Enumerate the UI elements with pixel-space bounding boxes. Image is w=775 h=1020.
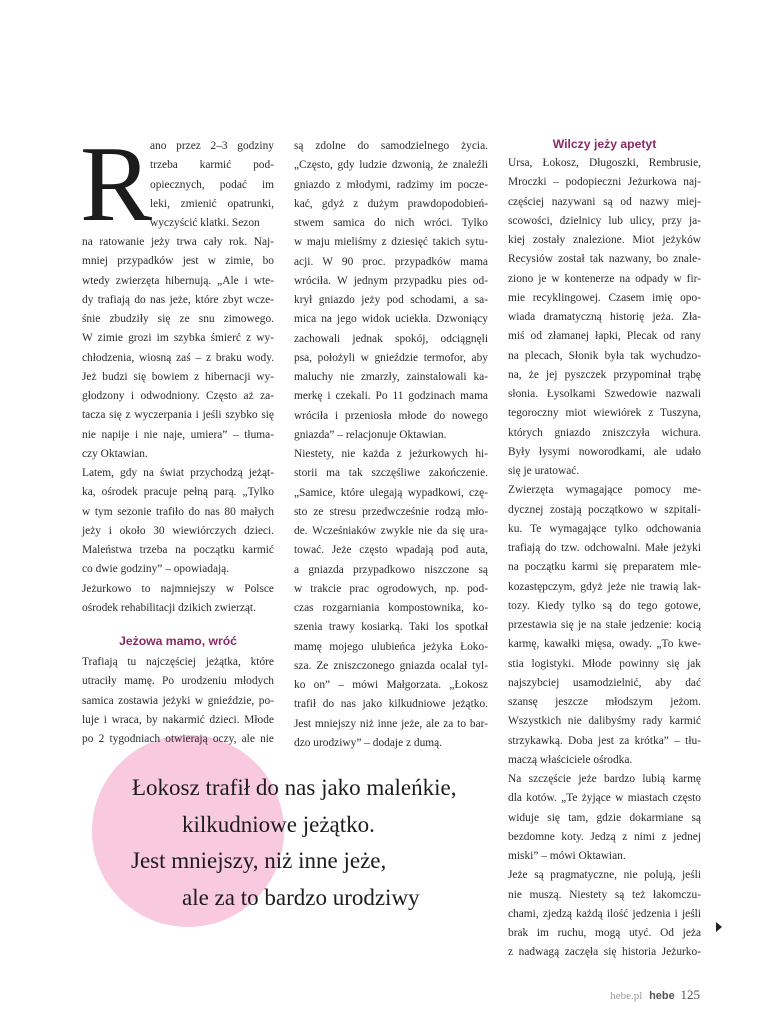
text-line: się je uratować. <box>508 465 580 477</box>
text-line: chłodzenia, wiosną zaś – z braku wody. <box>82 351 274 364</box>
text-line: miś od złamanej łapki, Plecak od rany <box>508 330 701 343</box>
text-line: mamę mojego ulubieńca jeżyka Łoko- <box>294 640 488 653</box>
text-line: a gniazda przypadkowo niszczone są <box>294 563 488 576</box>
dropcap-letter: R <box>80 125 153 244</box>
text-line: wtedy zwierzęta hibernują. „Ale i wte- <box>82 274 274 287</box>
text-line: ka, ośrodek pracuje pełną parą. „Tylko <box>82 486 274 499</box>
text-line: kiej zostały znalezione. Miot jeżyków <box>508 234 701 246</box>
paragraph <box>294 137 488 445</box>
text-line: tegoroczny miot wiewiórek z Tuszyna, <box>508 407 701 420</box>
page-footer <box>610 987 700 1003</box>
text-line: na ratowanie jeży trwa cały rok. Naj- <box>82 236 274 248</box>
footer-brand: hebe <box>649 990 675 1002</box>
text-line: są zdolne do samodzielnego życia. <box>294 140 488 152</box>
text-line: psa, położyli w gnieździe termofor, aby <box>294 351 488 364</box>
paragraph <box>82 233 274 464</box>
text-line: trzeba karmić pod- <box>150 159 274 172</box>
text-line: strzykawką. Doba jest za krótka” – tłu- <box>508 734 701 747</box>
text-line: na, że jej pyszczek przypominał trąbę <box>508 368 701 381</box>
text-line: nie muszą. Niestety są też łakomczu- <box>508 888 701 901</box>
text-line: czy Oktawian. <box>82 447 148 460</box>
text-line: w tym sezonie trafiło do nas 80 małych <box>82 505 274 518</box>
text-line: ku. Te wymagające tylko odchowania <box>508 522 701 535</box>
text-line: luje i wraca, by nakarmić dzieci. Młode <box>82 713 274 726</box>
text-line: karmę, kawałki mięsa, owady. „To kwe- <box>508 638 701 651</box>
text-line: szansę jeszcze młodszym jeżom. <box>508 696 701 708</box>
dropcap-lines <box>150 137 274 233</box>
page-number: 125 <box>680 987 700 1002</box>
paragraph <box>82 580 274 619</box>
text-line: Ursa, Łokosz, Długoszki, Rembrusie, <box>508 157 701 169</box>
text-line: de. Wcześniaków zwykle nie da się ura- <box>294 525 488 537</box>
text-line: Jeż budzi się bowiem z hibernacji wy- <box>82 370 274 383</box>
pull-quote-line: ale za to bardzo urodziwy <box>182 884 420 910</box>
text-line: stwem samica do nich wróci. Tylko <box>294 217 488 229</box>
text-line: widuje się tam, gdzie dokarmiane są <box>508 811 701 824</box>
text-line: ano przez 2–3 godziny <box>150 140 274 152</box>
pull-quote-line: kilkudniowe jeżątko. <box>182 811 375 837</box>
text-line: śnie zbudziły się ze snu zimowego. <box>82 313 274 325</box>
text-line: dycznej zostają początkowo w szpitali- <box>508 503 701 516</box>
text-line: „Samice, które ulegają wypadkowi, czę- <box>294 486 488 499</box>
section-subhead: Wilczy jeży apetyt <box>552 137 657 151</box>
text-line: Jeże są pragmatyczne, nie polują, jeśli <box>508 869 701 882</box>
text-line: dy trafiają do nas jeże, które zbyt wcze- <box>82 293 274 306</box>
text-line: z nadwagą zaczęła się historia Jeżurko- <box>508 946 701 959</box>
text-line: Maleństwa trzeba na początku karmić <box>82 544 274 556</box>
text-line: maczą właściciele ośrodka. <box>508 753 633 766</box>
text-line: krył gniazdo jeży pod schodami, a sa- <box>294 294 488 306</box>
text-line: miski” – mówi Oktawian. <box>508 850 626 862</box>
text-line: Były łysymi noworodkami, ale udało <box>508 445 701 458</box>
text-line: Jeżurkowo to najmniejszy w Polsce <box>82 582 274 595</box>
text-line: głodzony i odwodniony. Często aż za- <box>82 390 274 402</box>
text-line: merkę i czekali. Po 11 godzinach mama <box>294 390 488 403</box>
text-line: zachowali jednak spokój, odciągnęli <box>294 332 488 345</box>
text-line: na plecach, Słonik była tak wychudzo- <box>508 349 701 362</box>
text-line: Trafiają tu najczęściej jeżątka, które <box>82 656 274 668</box>
text-line: których gniazdo zniszczyła wichura. <box>508 426 701 439</box>
text-line: czas rozgarniania kompostownika, ko- <box>294 602 488 614</box>
text-line: przestawia się je na stałe jedzenie: kocią <box>508 619 701 631</box>
text-line: nie napije i nie naje, umiera” – tłuma- <box>82 428 274 441</box>
text-line: „Często, gdy ludzie dzwonią, że znaleźli <box>294 159 488 172</box>
text-line: acji. W 90 proc. przypadków mama <box>294 255 488 268</box>
text-line: leki, zmienić opatrunki, <box>150 197 274 210</box>
pull-quote-line: Łokosz trafił do nas jako maleńkie, <box>132 775 457 800</box>
pull-quote <box>0 770 500 916</box>
text-line: Recysiów został tak nazwany, bo znale- <box>508 253 701 266</box>
text-line: najszybciej usamodzielnić, aby dać <box>508 676 701 689</box>
text-line: dzo urodziwy” – dodaje z dumą. <box>294 736 443 749</box>
text-line: trafił do nas jako kilkudniowe jeżątko. <box>294 698 488 711</box>
text-line: sto ze stresu przedwcześnie rodzą mło- <box>294 505 488 518</box>
paragraph <box>82 653 274 749</box>
text-line: Wszystkich nie dalibyśmy rady karmić <box>508 715 701 728</box>
text-line: słonia. Łysolkami Szwedowie nazwali <box>508 388 701 400</box>
text-line: w trakcie prac ogrodowych, np. pod- <box>294 582 488 595</box>
text-line: opiecznych, podać im <box>150 178 274 191</box>
text-line: gniazdo z młodymi, radzimy im pocze- <box>294 178 488 191</box>
article-column-1 <box>80 125 274 749</box>
paragraph <box>508 866 701 962</box>
text-line: co dwie godziny” – opowiadają. <box>82 563 230 576</box>
text-line: kozastępczym, gdyż jeże nie trawią lak- <box>508 580 701 593</box>
text-line: na początku karmi się preparatem mle- <box>508 561 701 574</box>
footer-site: hebe.pl <box>610 990 643 1002</box>
article-column-3 <box>508 137 701 963</box>
text-line: dla kotów. „Te żyjące w miastach często <box>508 792 701 805</box>
text-line: tować. Jeże często wpadają pod auta, <box>294 544 488 557</box>
pull-quote-line: Jest mniejszy, niż inne jeże, <box>131 848 387 873</box>
text-line: kać, gdyż z dużym prawdopodobień- <box>294 197 488 210</box>
text-line: Niestety, nie każda z jeżurkowych hi- <box>294 448 488 460</box>
text-line: Latem, gdy na świat przychodzą jeżąt- <box>82 467 274 479</box>
text-line: W zimie grozi im szybka śmierć z wy- <box>82 332 274 345</box>
text-line: jeży i około 30 wiewiórczych dzieci. <box>82 524 274 537</box>
text-line: szenia trawy kosiarką. Taki los spotkał <box>294 621 488 634</box>
text-line: mniej przypadków jest w zimie, bo <box>82 255 274 268</box>
text-line: w maju mieliśmy z dziesięć takich sytu- <box>294 236 488 249</box>
text-line: sza. Ze zniszczonego gniazda ocalał tyl- <box>294 659 488 672</box>
text-line: stia logistyki. Młode powinny się jak <box>508 657 701 670</box>
text-line: bezdomne koty. Jedzą z nimi z jednej <box>508 830 701 843</box>
section-subhead: Jeżowa mamo, wróć <box>119 634 237 648</box>
text-line: wiada dramatyczną historię jeża. Zła- <box>508 311 701 323</box>
paragraph <box>294 445 488 753</box>
paragraph <box>82 464 274 580</box>
text-line: wróciła. W jednym przypadku pies od- <box>294 274 488 287</box>
text-line: Jest mniejszy niż inne jeże, ale za to bar- <box>294 717 488 730</box>
text-line: wróciła i przeniosła młode do nowego <box>294 409 488 422</box>
text-line: Na szczęście jeże bardzo lubią karmę <box>508 773 701 785</box>
text-line: storii ma tak szczęśliwe zakończenie. <box>294 467 488 480</box>
text-line: ośrodek rehabilitacji dzikich zwierząt. <box>82 601 256 614</box>
text-line: tozy. Kiedy tylko są do tego gotowe, <box>508 599 701 612</box>
text-line: utraciły mamę. Po urodzeniu młodych <box>82 675 274 688</box>
text-line: mie recyklingowej. Czasem imię opo- <box>508 291 701 304</box>
text-line: ziono je w kontenerze na odpady w fir- <box>508 272 701 285</box>
text-line: samica zostawia jeżyki w gnieździe, po- <box>82 694 274 707</box>
text-line: brak im ruchu, mogą utyć. Od jeża <box>508 927 701 939</box>
text-line: mica na jego widok uciekła. Dzwoniący <box>294 313 488 326</box>
paragraph <box>508 154 701 481</box>
paragraph <box>508 770 701 866</box>
text-line: wyczyścić klatki. Sezon <box>150 217 260 229</box>
text-line: scowości, dzielnicy lub ulicy, przy ja- <box>508 214 701 227</box>
text-line: ko on” – mówi Małgorzata. „Łokosz <box>294 679 488 691</box>
text-line: Mroczki – podopieczni Jeżurkowa naj- <box>508 176 701 189</box>
text-line: chami, zjedzą każdą ilość jedzenia i jeśli <box>508 907 701 920</box>
paragraph <box>508 481 701 770</box>
text-line: po 2 tygodniach otwierają oczy, ale nie <box>82 733 274 745</box>
text-line: maluchy nie zmarzły, zainstalowali ka- <box>294 371 488 383</box>
text-line: Zwierzęta wymagające pomocy me- <box>508 484 701 497</box>
text-line: trafiają do tzw. odchowalni. Małe jeżyki <box>508 542 701 554</box>
text-line: częściej nazywani są od nazwy miej- <box>508 195 701 208</box>
text-line: tacza się z wyczerpania i jeśli szybko się <box>82 409 274 422</box>
continue-arrow-icon <box>716 922 722 932</box>
text-line: gniazda” – relacjonuje Oktawian. <box>294 428 447 441</box>
article-column-2 <box>294 137 488 753</box>
